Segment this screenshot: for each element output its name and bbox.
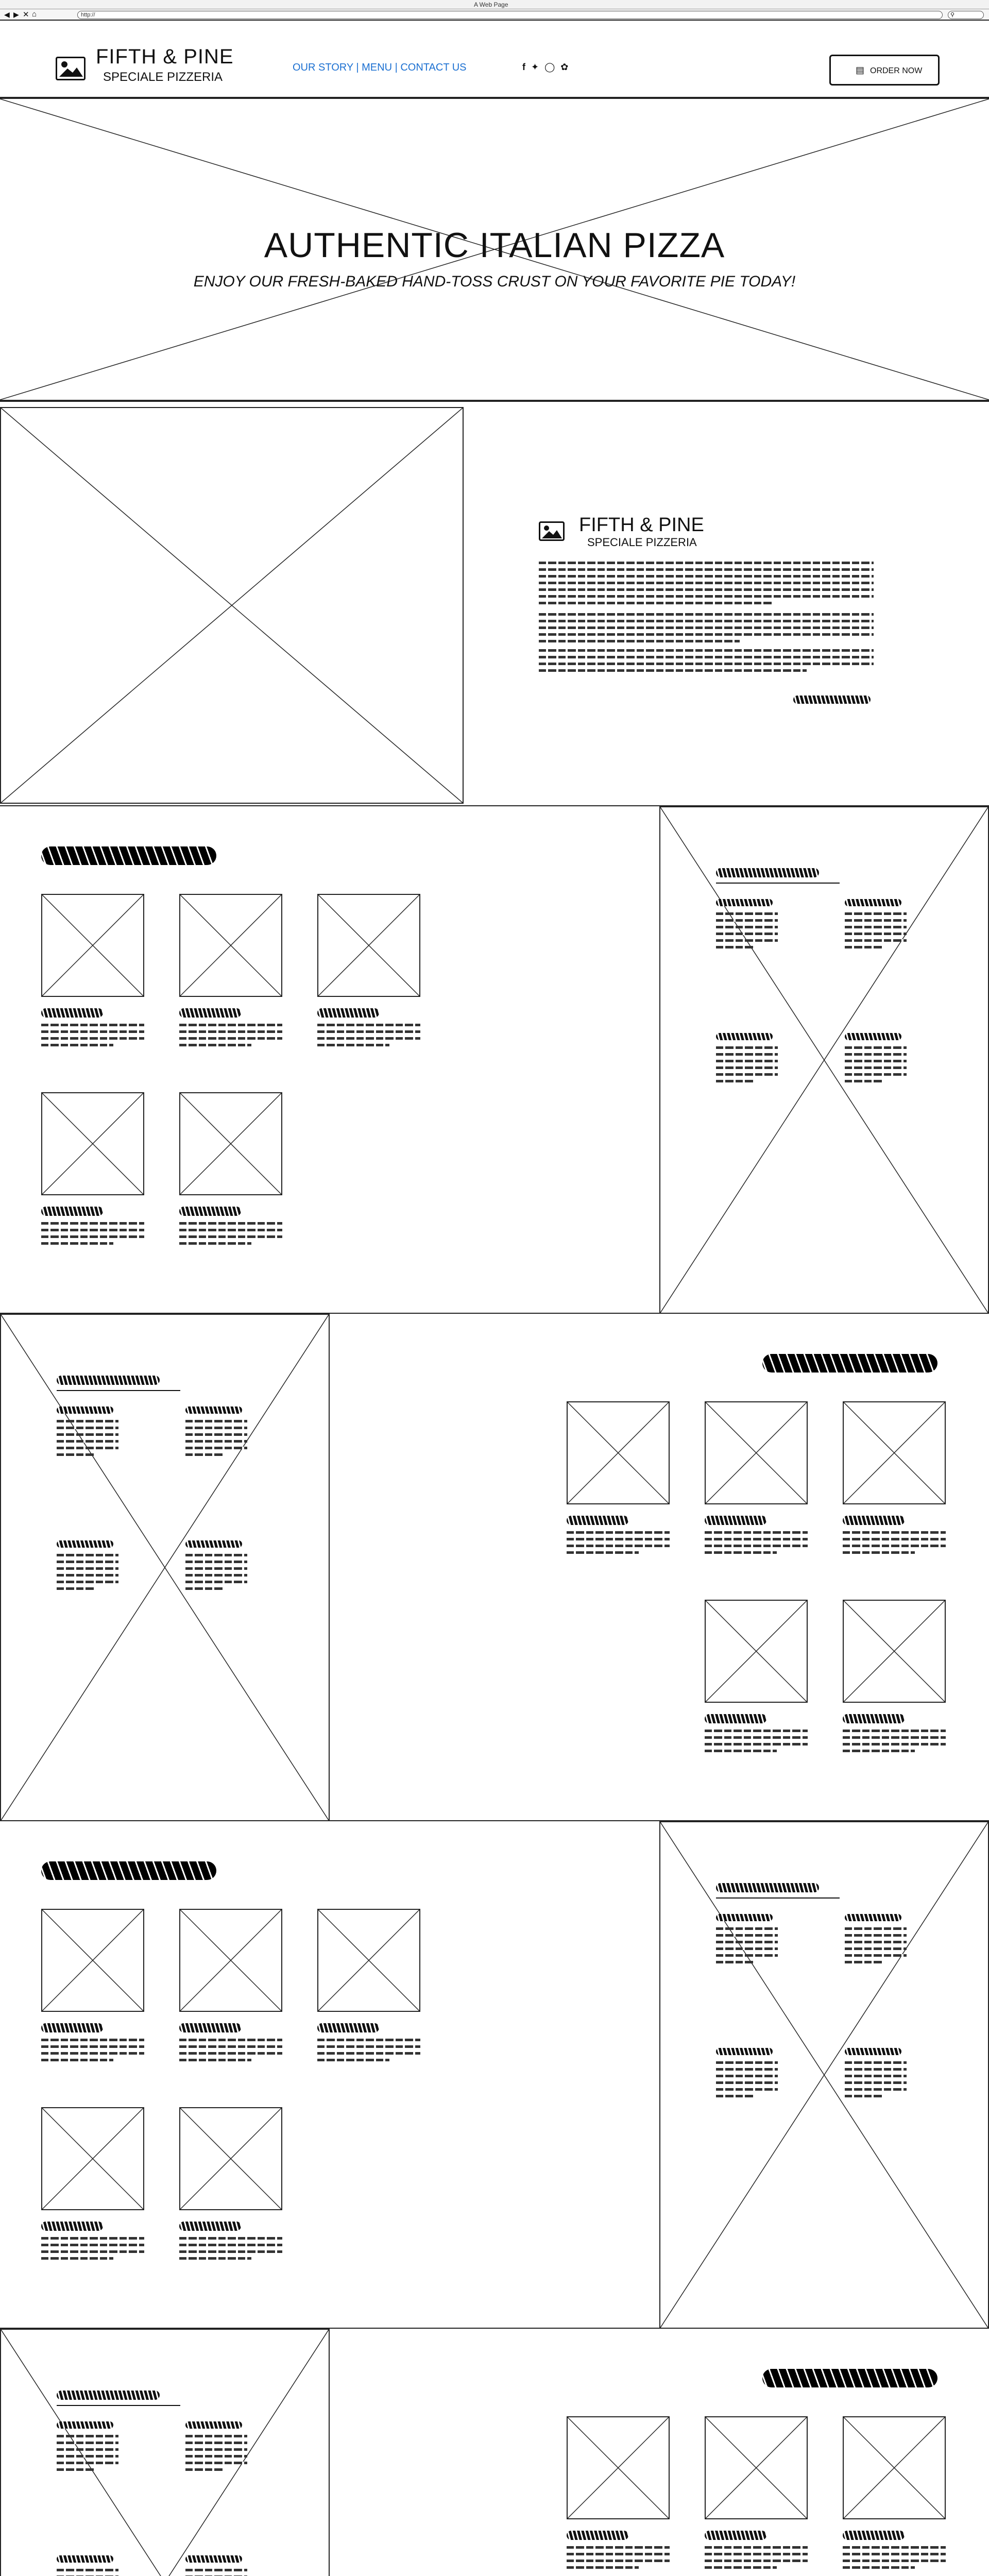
hero-title: AUTHENTIC ITALIAN PIZZA (264, 226, 725, 265)
yelp-icon[interactable]: ✿ (560, 62, 569, 72)
about-paragraph-2 (539, 613, 874, 647)
close-icon[interactable]: ✕ (23, 10, 29, 19)
feature-item-text (716, 1927, 778, 1968)
about-brand-sub: SPECIALE PIZZERIA (587, 536, 697, 549)
menu-item-image[interactable] (179, 1909, 282, 2012)
feature-item-title (716, 1914, 773, 1921)
about-signature (793, 696, 871, 704)
menu-item-image[interactable] (317, 894, 420, 997)
menu-section (0, 2328, 989, 2576)
browser-titlebar (0, 0, 989, 9)
header-brand-sub: SPECIALE PIZZERIA (103, 70, 223, 84)
feature-item-title (57, 2555, 113, 2563)
menu-item-description (179, 2237, 282, 2264)
menu-item-name (179, 1207, 241, 1216)
browser-toolbar (0, 9, 989, 21)
menu-section (0, 1313, 989, 1820)
menu-item-name (705, 2531, 766, 2540)
feature-item-title (845, 1033, 901, 1040)
menu-item-image[interactable] (705, 1600, 808, 1703)
nav-divider: | (395, 62, 401, 73)
menu-item-description (317, 2039, 420, 2065)
feature-heading (716, 1883, 819, 1892)
about-brand-name: FIFTH & PINE (579, 514, 704, 536)
menu-item-description (843, 1730, 946, 1756)
menu-item-description (41, 1024, 144, 1050)
menu-item-name (179, 1008, 241, 1018)
feature-item-title (185, 2555, 242, 2563)
social-links (522, 62, 568, 73)
menu-section-heading (762, 2369, 937, 2387)
about-paragraph-1 (539, 562, 874, 608)
facebook-icon[interactable]: f (522, 62, 525, 72)
menu-item-image[interactable] (843, 2416, 946, 2519)
feature-item-text (185, 2435, 247, 2475)
feature-item-text (845, 912, 907, 953)
menu-section (0, 805, 989, 1313)
menu-item-description (567, 2546, 670, 2573)
menu-item-name (41, 2023, 103, 2032)
feature-item-text (185, 1420, 247, 1460)
feature-item-text (716, 912, 778, 953)
menu-section (0, 1820, 989, 2328)
feature-divider (716, 1897, 840, 1899)
feature-item-title (185, 1540, 242, 1548)
menu-item-description (179, 1222, 282, 1249)
menu-item-description (179, 2039, 282, 2065)
feature-item-text (716, 2061, 778, 2102)
feature-item-text (845, 1046, 907, 1087)
feature-item-title (57, 2421, 113, 2429)
menu-item-description (843, 2546, 946, 2573)
menu-item-description (705, 1531, 808, 1558)
menu-item-description (41, 2039, 144, 2065)
menu-item-name (567, 2531, 628, 2540)
menu-item-name (705, 1516, 766, 1525)
menu-item-image[interactable] (41, 1092, 144, 1195)
feature-heading (716, 868, 819, 877)
feature-item-text (185, 2569, 247, 2576)
feature-image-placeholder (0, 2329, 330, 2576)
menu-section-heading (41, 846, 216, 865)
menu-item-image[interactable] (705, 1401, 808, 1504)
address-bar[interactable] (77, 11, 943, 19)
feature-item-text (57, 1554, 118, 1594)
about-image-placeholder (0, 407, 464, 804)
about-logo-icon (539, 521, 565, 541)
hero-banner (0, 98, 989, 401)
feature-item-title (716, 899, 773, 906)
menu-item-name (179, 2222, 241, 2231)
feature-item-title (185, 1406, 242, 1414)
nav-our-story[interactable]: OUR STORY (293, 62, 353, 73)
forward-icon[interactable]: ▶ (13, 10, 19, 19)
menu-item-image[interactable] (41, 894, 144, 997)
feature-divider (716, 883, 840, 884)
browser-search-field[interactable] (948, 11, 984, 19)
menu-item-image[interactable] (567, 1401, 670, 1504)
feature-item-title (57, 1406, 113, 1414)
feature-item-title (845, 1914, 901, 1921)
feature-item-text (57, 1420, 118, 1460)
feature-item-title (845, 899, 901, 906)
feature-item-title (716, 2048, 773, 2055)
menu-item-name (41, 1207, 103, 1216)
feature-divider (57, 1390, 180, 1391)
menu-item-name (705, 1714, 766, 1723)
menu-item-description (41, 1222, 144, 1249)
menu-item-name (843, 2531, 905, 2540)
menu-item-description (705, 2546, 808, 2573)
feature-item-text (57, 2435, 118, 2475)
menu-section-heading (762, 1354, 937, 1372)
order-now-label: ORDER NOW (870, 66, 923, 75)
instagram-icon[interactable]: ◯ (544, 62, 555, 72)
menu-item-name (567, 1516, 628, 1525)
menu-item-description (41, 2237, 144, 2264)
menu-item-description (317, 1024, 420, 1050)
header-brand-name[interactable]: FIFTH & PINE (96, 45, 234, 68)
back-icon[interactable]: ◀ (4, 10, 10, 19)
feature-item-text (57, 2569, 118, 2576)
browser-tab-title: A Web Page (474, 1, 508, 8)
search-icon: ⚲ (950, 12, 955, 18)
menu-item-description (567, 1531, 670, 1558)
menu-item-name (41, 2222, 103, 2231)
menu-item-name (317, 1008, 379, 1018)
about-section (0, 401, 989, 805)
order-now-button[interactable] (829, 55, 940, 86)
address-text: http:// (81, 12, 95, 18)
hero-subtitle: ENJOY OUR FRESH-BAKED HAND-TOSS CRUST ON YOUR FAVORITE PIE TODAY! (193, 273, 796, 290)
about-paragraph-3 (539, 649, 874, 676)
home-icon[interactable]: ⌂ (32, 10, 37, 19)
nav-divider: | (356, 62, 362, 73)
nav-contact-us[interactable]: CONTACT US (400, 62, 467, 73)
feature-item-title (716, 1033, 773, 1040)
menu-item-name (317, 2023, 379, 2032)
feature-item-text (845, 1927, 907, 1968)
menu-item-name (843, 1516, 905, 1525)
feature-item-text (716, 1046, 778, 1087)
menu-item-name (843, 1714, 905, 1723)
menu-item-image[interactable] (317, 1909, 420, 2012)
feature-item-title (57, 1540, 113, 1548)
menu-item-description (843, 1531, 946, 1558)
menu-item-image[interactable] (41, 1909, 144, 2012)
menu-item-image[interactable] (843, 1600, 946, 1703)
cart-icon: ▤ (856, 65, 865, 75)
nav-menu[interactable]: MENU (362, 62, 393, 73)
feature-heading (57, 2391, 160, 2400)
feature-item-text (845, 2061, 907, 2102)
menu-item-image[interactable] (41, 2107, 144, 2210)
feature-item-text (185, 1554, 247, 1594)
feature-item-title (185, 2421, 242, 2429)
menu-section-heading (41, 1861, 216, 1880)
feature-item-title (845, 2048, 901, 2055)
feature-heading (57, 1376, 160, 1385)
menu-item-description (179, 1024, 282, 1050)
menu-item-description (705, 1730, 808, 1756)
menu-item-image[interactable] (179, 1092, 282, 1195)
main-nav (293, 62, 467, 74)
twitter-icon[interactable]: ✦ (531, 62, 539, 72)
site-header (0, 21, 989, 98)
menu-item-name (179, 2023, 241, 2032)
menu-item-image[interactable] (705, 2416, 808, 2519)
menu-item-image[interactable] (179, 894, 282, 997)
menu-item-image[interactable] (843, 1401, 946, 1504)
feature-divider (57, 2405, 180, 2406)
logo-image-icon[interactable] (56, 57, 86, 80)
menu-item-name (41, 1008, 103, 1018)
menu-item-image[interactable] (179, 2107, 282, 2210)
menu-item-image[interactable] (567, 2416, 670, 2519)
